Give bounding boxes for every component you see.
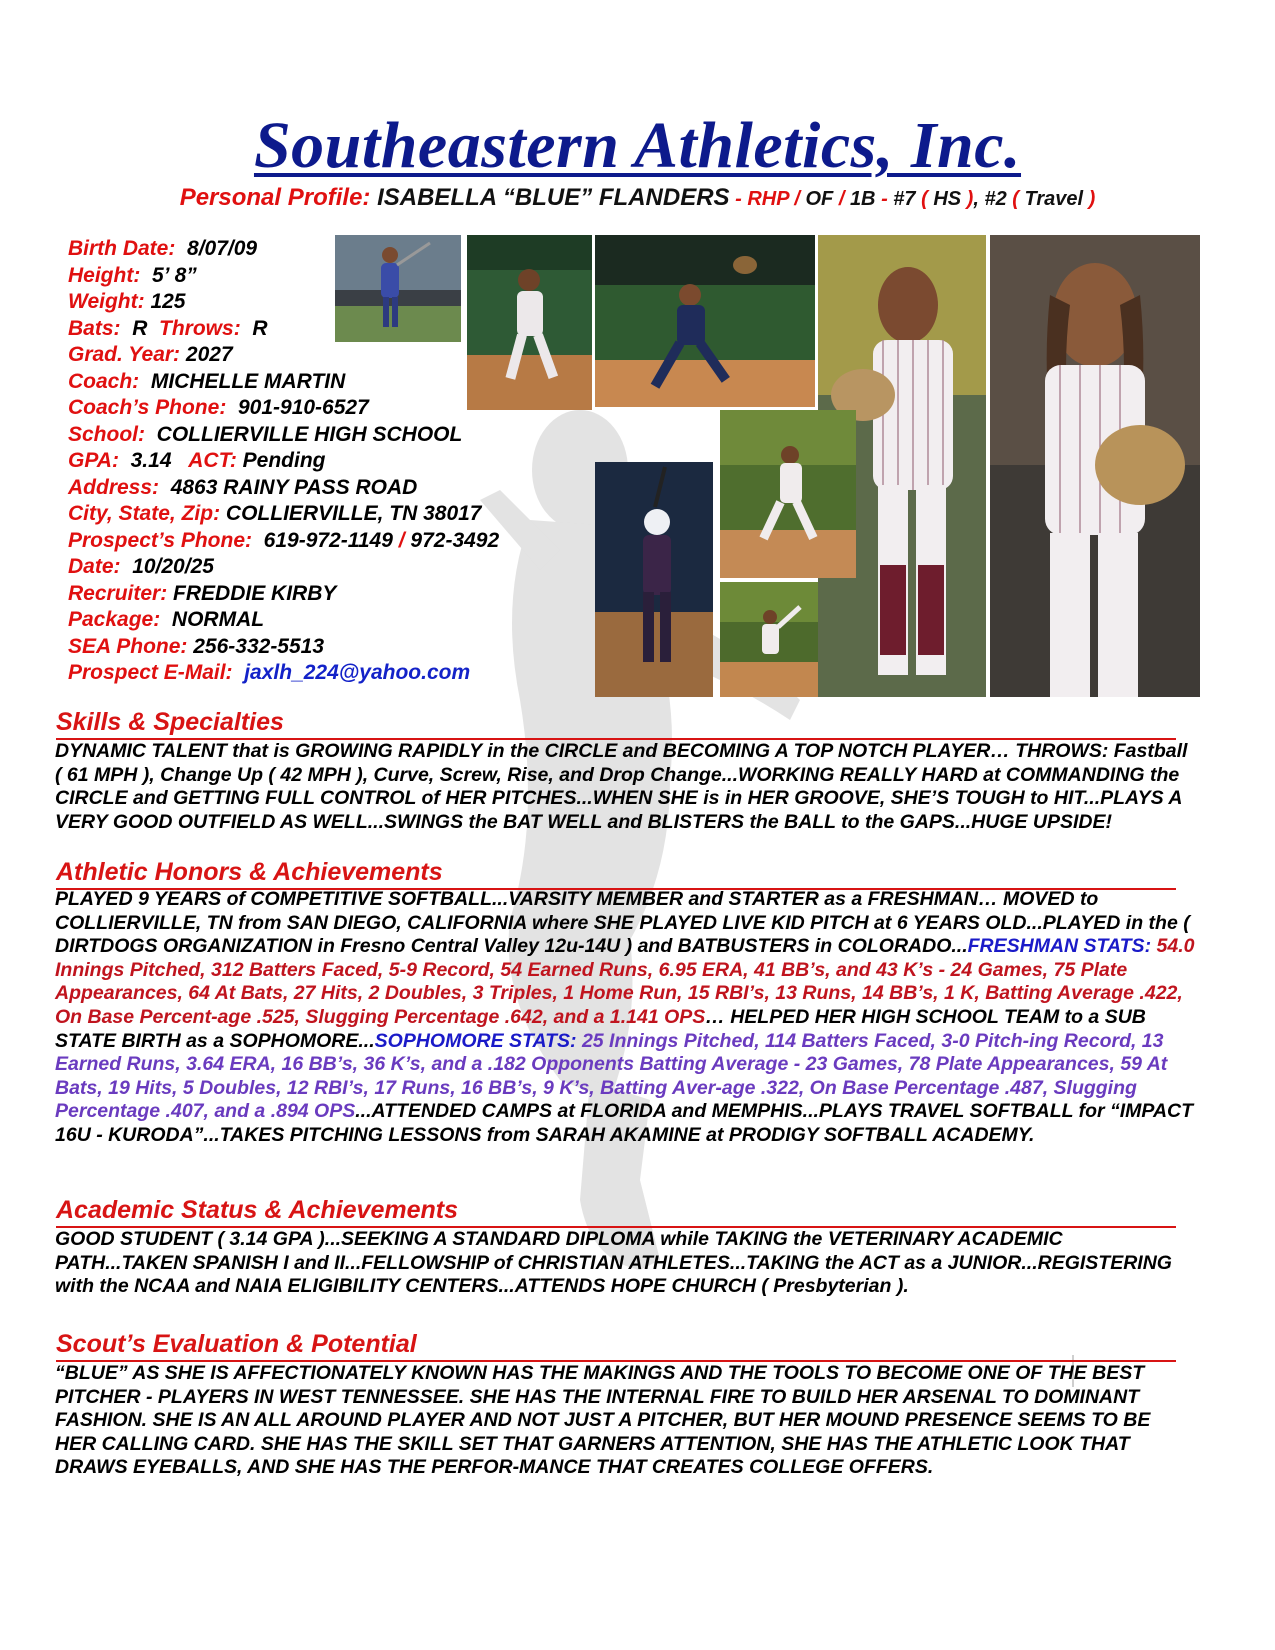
info-gpa-act: GPA: 3.14 ACT: Pending <box>68 449 326 472</box>
profile-label: Personal Profile: <box>179 184 371 211</box>
info-package: Package: NORMAL <box>68 608 265 631</box>
academic-body: GOOD STUDENT ( 3.14 GPA )...SEEKING A STANDARD DIPLOMA while TAKING the VETERINARY ACADEMIC PATH...TAKEN SPANISH I and II...FELLOWSHIP of CHRISTIAN ATHLETES...TAKING the ACT as a JUNIOR...REGISTERING with the NCAA and NAIA ELIGIBILITY CENTERS...ATTENDS HOPE CHURCH ( Presbyterian ). <box>55 1228 1172 1298</box>
academic-title: Academic Status & Achievements <box>56 1196 1176 1228</box>
jersey-hs: #7 <box>893 188 916 210</box>
player-info-list <box>68 236 499 687</box>
freshman-stats-label: FRESHMAN STATS <box>967 935 1145 958</box>
photo-pitching-windup <box>720 582 818 697</box>
info-prospect-phone: Prospect’s Phone: 619-972-1149 / 972-3492 <box>68 528 500 552</box>
info-grad-year: Grad. Year: 2027 <box>68 343 233 366</box>
profile-line: Personal Profile: ISABELLA “BLUE” FLANDERS - RHP / OF / 1B - #7 ( HS ), #2 ( Travel ) <box>179 184 1096 211</box>
photo-pitching-navy <box>595 235 815 407</box>
info-birth-date: Birth Date: 8/07/09 <box>68 237 258 260</box>
skills-body: DYNAMIC TALENT that is GROWING RAPIDLY in the CIRCLE and BECOMING A TOP NOTCH PLAYER… THROWS: Fastball ( 61 MPH ), Change Up ( 42 MPH ), Curve, Screw, Rise, and Drop Change...WORKING REALLY HARD at COMMANDING the CIRCLE and GETTING FULL CONTROL of HER PITCHES...WHEN SHE is in HER GROOVE, SHE’S TOUGH to HIT...PLAYS A VERY GOOD OUTFIELD AS WELL...SWINGS the BAT WELL and BLISTERS the BALL to the GAPS...HUGE UPSIDE! <box>55 740 1188 833</box>
position-secondary: OF <box>805 188 834 210</box>
info-date: Date: 10/20/25 <box>68 555 214 578</box>
info-city-state-zip: City, State, Zip: COLLIERVILLE, TN 38017 <box>68 502 482 525</box>
athletic-body: PLAYED 9 YEARS of COMPETITIVE SOFTBALL...VARSITY MEMBER and STARTER as a FRESHMAN… MOVED to COLLIERVILLE, TN from SAN DIEGO, CALIFORNIA where SHE PLAYED LIVE KID PITCH at 6 YEARS OLD...PLAYED in the ( DIRTDOGS ORGANIZATION in Fresno Central Valley 12u-14U ) and BATBUSTERS in COLORADO...FRESHMAN STATS: 54.0 Innings Pitched, 312 Batters Faced, 5-9 Record, 54 Earned Runs, 6.95 ERA, 41 BB’s, and 43 K’s - 24 Games, 75 Plate Appearances, 64 At Bats, 27 Hits, 2 Doubles, 3 Triples, 1 Home Run, 15 RBI’s, 13 Runs, 14 BB’s, 1 K, Batting Average .422, On Base Percent-age .525, Slugging Percentage .642, and a 1.141 OPS… HELPED HER HIGH SCHOOL TEAM to a SUB STATE BIRTH as a SOPHOMORE...SOPHOMORE STATS: 25 Innings Pitched, 114 Batters Faced, 3-0 Pitch-ing Record, 13 Earned Runs, 3.64 ERA, 16 BB’s, 36 K’s, and a .182 Opponents Batting Average - 23 Games, 78 Plate Appearances, 59 At Bats, 19 Hits, 5 Doubles, 12 RBI’s, 17 Runs, 16 BB’s, 9 K’s, Batting Aver-age .322, On Base Percentage .487, Slugging Percentage .407, and a .894 OPS...ATTENDED CAMPS at FLORIDA and MEMPHIS...PLAYS TRAVEL SOFTBALL for “IMPACT 16U - KURODA”...TAKES PITCHING LESSONS from SARAH AKAMINE at PRODIGY SOFTBALL ACADEMY. <box>55 888 1195 1146</box>
photo-portrait-glove <box>990 235 1200 697</box>
info-school: School: COLLIERVILLE HIGH SCHOOL <box>68 422 463 446</box>
info-bats-throws: Bats: R Throws: R <box>68 316 268 340</box>
sophomore-stats-label: SOPHOMORE STATS <box>374 1029 571 1052</box>
info-coach-phone: Coach’s Phone: 901-910-6527 <box>68 396 369 419</box>
jersey-travel: #2 <box>984 188 1007 210</box>
info-weight: Weight: 125 <box>68 290 186 313</box>
email-link[interactable]: jaxlh_224@yahoo.com <box>244 661 471 684</box>
position-primary: RHP <box>747 188 789 210</box>
athletic-title: Athletic Honors & Achievements <box>56 858 1176 890</box>
photo-batting-stance <box>595 462 713 697</box>
photo-pitching-field <box>720 410 856 578</box>
scout-body: “BLUE” AS SHE IS AFFECTIONATELY KNOWN HAS THE MAKINGS AND THE TOOLS TO BECOME ONE OF THE BEST PITCHER - PLAYERS IN WEST TENNESSEE. SHE HAS THE INTERNAL FIRE TO BUILD HER ARSENAL TO DOMINANT FASHION. SHE IS AN ALL AROUND PLAYER AND NOT JUST A PITCHER, BUT HER MOUND PRESENCE SEEMS TO BE HER CALLING CARD. SHE HAS THE SKILL SET THAT GARNERS ATTENTION, SHE HAS THE ATHLETIC LOOK THAT DRAWS EYEBALLS, AND SHE HAS THE PERFOR-MANCE THAT CREATES COLLEGE OFFERS. <box>55 1362 1151 1479</box>
info-prospect-email: Prospect E-Mail: jaxlh_224@yahoo.com <box>68 661 471 684</box>
sophomore-stats: 25 Innings Pitched, 114 Batters Faced, 3-0 Pitch-ing Record, 13 Earned Runs, 3.64 ERA, 16 BB’s, 36 K’s, and a .182 Opponents Batting Average - 23 Games, 78 Plate Appearances, 59 At Bats, 19 Hits, 5 Doubles, 12 RBI’s, 17 Runs, 16 BB’s, 9 K’s, Batting Aver-age .322, On Base Percentage .487, Slugging Percentage .407, and a .894 OPS <box>55 1029 1168 1123</box>
scout-title: Scout’s Evaluation & Potential <box>56 1330 1176 1362</box>
info-coach: Coach: MICHELLE MARTIN <box>68 369 346 393</box>
info-recruiter: Recruiter: FREDDIE KIRBY <box>68 581 337 605</box>
info-height: Height: 5’ 8” <box>68 263 197 287</box>
freshman-stats: 54.0 Innings Pitched, 312 Batters Faced, 5-9 Record, 54 Earned Runs, 6.95 ERA, 41 BB’s, and 43 K’s - 24 Games, 75 Plate Appearances, 64 At Bats, 27 Hits, 2 Doubles, 3 Triples, 1 Home Run, 15 RBI’s, 13 Runs, 14 BB’s, 1 K, Batting Average .422, On Base Percent-age .525, Slugging Percentage .642, and a 1.141 OPS <box>55 935 1195 1028</box>
player-name: ISABELLA “BLUE” FLANDERS <box>377 184 730 211</box>
position-third: 1B <box>849 188 876 210</box>
company-title: Southeastern Athletics, Inc. <box>253 109 1022 182</box>
skills-title: Skills & Specialties <box>56 708 1176 740</box>
info-address: Address: 4863 RAINY PASS ROAD <box>68 475 418 499</box>
info-sea-phone: SEA Phone: 256-332-5513 <box>68 634 325 658</box>
